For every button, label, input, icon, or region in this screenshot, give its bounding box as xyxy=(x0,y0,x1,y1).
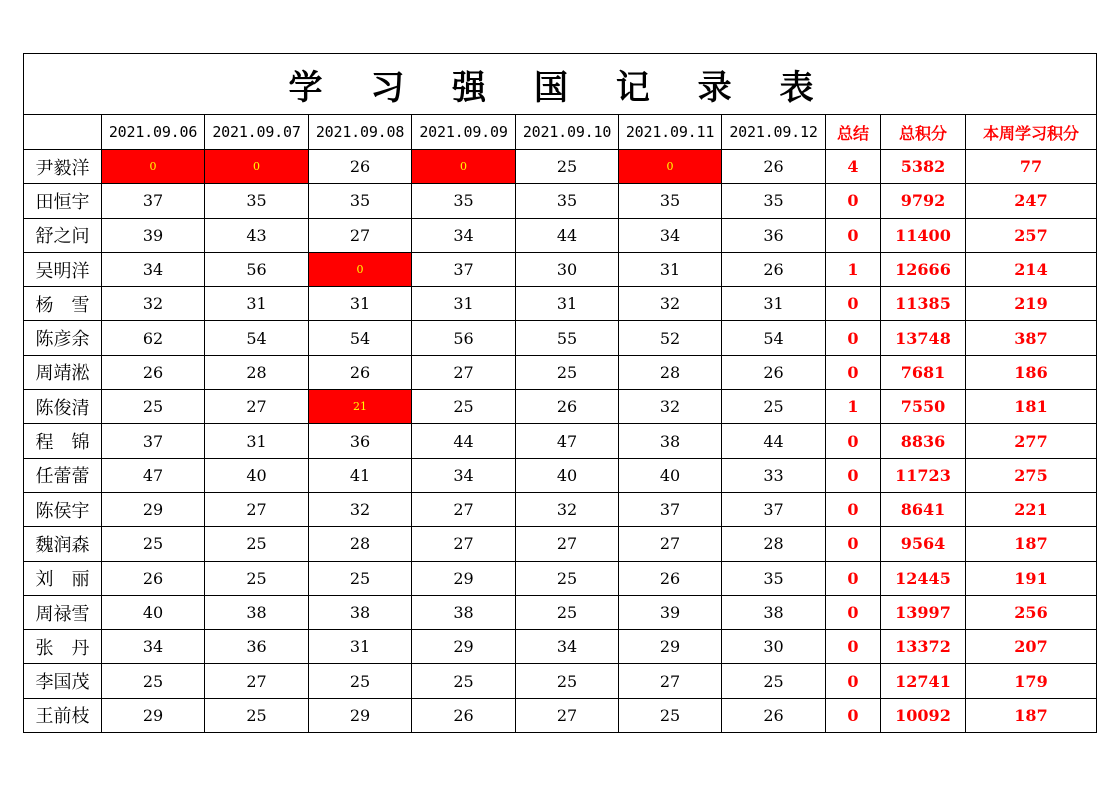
score-cell[interactable]: 25 xyxy=(516,150,619,184)
summary-cell[interactable]: 0 xyxy=(826,218,881,252)
summary-cell[interactable]: 0 xyxy=(826,458,881,492)
student-name[interactable]: 舒之问 xyxy=(24,218,102,252)
table-row xyxy=(24,355,1097,389)
score-cell[interactable]: 35 xyxy=(722,184,826,218)
table-row xyxy=(24,390,1097,424)
score-cell[interactable]: 62 xyxy=(102,321,205,355)
table-row xyxy=(24,595,1097,629)
score-cell[interactable]: 44 xyxy=(516,218,619,252)
score-cell[interactable]: 29 xyxy=(412,561,516,595)
score-cell[interactable]: 27 xyxy=(619,527,722,561)
student-name[interactable]: 周靖淞 xyxy=(24,355,102,389)
student-name[interactable]: 程 锦 xyxy=(24,424,102,458)
score-cell[interactable]: 54 xyxy=(205,321,309,355)
score-cell[interactable]: 38 xyxy=(412,595,516,629)
score-cell[interactable]: 28 xyxy=(619,355,722,389)
table-row xyxy=(24,630,1097,664)
score-cell[interactable]: 47 xyxy=(516,424,619,458)
score-cell[interactable]: 56 xyxy=(412,321,516,355)
score-cell[interactable]: 25 xyxy=(516,664,619,698)
student-name[interactable]: 李国茂 xyxy=(24,664,102,698)
score-cell[interactable]: 31 xyxy=(309,630,412,664)
table-row xyxy=(24,698,1097,732)
score-cell[interactable]: 29 xyxy=(619,630,722,664)
student-name[interactable]: 魏润森 xyxy=(24,527,102,561)
score-cell[interactable]: 37 xyxy=(412,252,516,286)
record-rows xyxy=(24,150,1097,733)
summary-cell[interactable]: 0 xyxy=(826,664,881,698)
score-cell[interactable]: 32 xyxy=(619,287,722,321)
weekly-score-cell[interactable]: 186 xyxy=(966,355,1097,389)
record-table xyxy=(23,53,1097,733)
score-cell[interactable]: 30 xyxy=(516,252,619,286)
score-cell[interactable]: 35 xyxy=(412,184,516,218)
total-score-cell[interactable]: 7550 xyxy=(881,390,966,424)
weekly-score-cell[interactable]: 257 xyxy=(966,218,1097,252)
score-cell[interactable]: 27 xyxy=(309,218,412,252)
total-score-cell[interactable]: 8836 xyxy=(881,424,966,458)
summary-cell[interactable]: 1 xyxy=(826,252,881,286)
score-cell[interactable]: 25 xyxy=(205,527,309,561)
total-score-cell[interactable]: 10092 xyxy=(881,698,966,732)
table-row xyxy=(24,321,1097,355)
score-cell[interactable]: 34 xyxy=(412,458,516,492)
score-cell[interactable]: 29 xyxy=(309,698,412,732)
header-date-5: 2021.09.10 xyxy=(516,115,619,150)
student-name[interactable]: 尹毅洋 xyxy=(24,150,102,184)
score-cell[interactable]: 37 xyxy=(619,492,722,526)
weekly-score-cell[interactable]: 214 xyxy=(966,252,1097,286)
score-cell[interactable]: 35 xyxy=(619,184,722,218)
score-cell[interactable]: 25 xyxy=(516,355,619,389)
table-row xyxy=(24,424,1097,458)
score-cell[interactable]: 30 xyxy=(722,630,826,664)
total-score-cell[interactable]: 12666 xyxy=(881,252,966,286)
score-cell[interactable]: 25 xyxy=(412,664,516,698)
score-cell[interactable]: 26 xyxy=(516,390,619,424)
score-cell[interactable]: 41 xyxy=(309,458,412,492)
summary-cell[interactable]: 0 xyxy=(826,321,881,355)
student-name[interactable]: 周禄雪 xyxy=(24,595,102,629)
score-cell[interactable]: 31 xyxy=(619,252,722,286)
score-cell[interactable]: 26 xyxy=(309,150,412,184)
score-cell[interactable]: 27 xyxy=(412,355,516,389)
score-cell[interactable]: 27 xyxy=(205,492,309,526)
score-cell[interactable]: 54 xyxy=(722,321,826,355)
weekly-score-cell[interactable]: 247 xyxy=(966,184,1097,218)
header-row xyxy=(24,115,1097,150)
score-cell[interactable]: 27 xyxy=(619,664,722,698)
student-name[interactable]: 田恒宇 xyxy=(24,184,102,218)
header-name xyxy=(24,115,102,150)
score-cell[interactable]: 31 xyxy=(722,287,826,321)
total-score-cell[interactable]: 11400 xyxy=(881,218,966,252)
total-score-cell[interactable]: 5382 xyxy=(881,150,966,184)
score-cell[interactable]: 34 xyxy=(412,218,516,252)
score-cell[interactable]: 33 xyxy=(722,458,826,492)
header-date-3: 2021.09.08 xyxy=(309,115,412,150)
score-cell[interactable]: 35 xyxy=(205,184,309,218)
weekly-score-cell[interactable]: 187 xyxy=(966,527,1097,561)
score-cell[interactable]: 31 xyxy=(309,287,412,321)
table-row xyxy=(24,492,1097,526)
score-cell[interactable]: 37 xyxy=(102,184,205,218)
score-cell[interactable]: 29 xyxy=(412,630,516,664)
sheet-title: 学 习 强 国 记 录 表 xyxy=(24,54,1097,115)
score-cell[interactable]: 25 xyxy=(205,561,309,595)
score-cell[interactable]: 27 xyxy=(516,698,619,732)
total-score-cell[interactable]: 11385 xyxy=(881,287,966,321)
score-cell[interactable]: 36 xyxy=(309,424,412,458)
score-cell[interactable]: 37 xyxy=(102,424,205,458)
student-name[interactable]: 王前枝 xyxy=(24,698,102,732)
score-cell[interactable]: 28 xyxy=(205,355,309,389)
header-total: 总积分 xyxy=(881,115,966,150)
weekly-score-cell[interactable]: 77 xyxy=(966,150,1097,184)
weekly-score-cell[interactable]: 187 xyxy=(966,698,1097,732)
score-cell[interactable]: 54 xyxy=(309,321,412,355)
score-cell[interactable]: 28 xyxy=(309,527,412,561)
summary-cell[interactable]: 1 xyxy=(826,390,881,424)
score-cell[interactable]: 34 xyxy=(516,630,619,664)
summary-cell[interactable]: 0 xyxy=(826,527,881,561)
score-cell[interactable]: 25 xyxy=(102,664,205,698)
score-cell[interactable]: 0 xyxy=(412,150,516,184)
score-cell[interactable]: 37 xyxy=(722,492,826,526)
score-cell[interactable]: 26 xyxy=(619,561,722,595)
score-cell[interactable]: 25 xyxy=(205,698,309,732)
score-cell[interactable]: 56 xyxy=(205,252,309,286)
score-cell[interactable]: 28 xyxy=(722,527,826,561)
score-cell[interactable]: 39 xyxy=(102,218,205,252)
summary-cell[interactable]: 0 xyxy=(826,698,881,732)
score-cell[interactable]: 25 xyxy=(309,664,412,698)
score-cell[interactable]: 35 xyxy=(516,184,619,218)
score-cell[interactable]: 27 xyxy=(205,390,309,424)
total-score-cell[interactable]: 9792 xyxy=(881,184,966,218)
score-cell[interactable]: 32 xyxy=(516,492,619,526)
weekly-score-cell[interactable]: 191 xyxy=(966,561,1097,595)
table-row xyxy=(24,527,1097,561)
total-score-cell[interactable]: 12445 xyxy=(881,561,966,595)
score-cell[interactable]: 31 xyxy=(412,287,516,321)
score-cell[interactable]: 32 xyxy=(102,287,205,321)
score-cell[interactable]: 44 xyxy=(412,424,516,458)
score-cell[interactable]: 55 xyxy=(516,321,619,355)
score-cell[interactable]: 25 xyxy=(516,561,619,595)
header-date-7: 2021.09.12 xyxy=(722,115,826,150)
score-cell[interactable]: 31 xyxy=(516,287,619,321)
student-name[interactable]: 张 丹 xyxy=(24,630,102,664)
table-row xyxy=(24,150,1097,184)
table-row xyxy=(24,184,1097,218)
score-cell[interactable]: 26 xyxy=(102,355,205,389)
score-cell[interactable]: 40 xyxy=(516,458,619,492)
score-cell[interactable]: 0 xyxy=(205,150,309,184)
total-score-cell[interactable]: 11723 xyxy=(881,458,966,492)
score-cell[interactable]: 25 xyxy=(516,595,619,629)
score-cell[interactable]: 35 xyxy=(309,184,412,218)
score-cell[interactable]: 0 xyxy=(102,150,205,184)
total-score-cell[interactable]: 13372 xyxy=(881,630,966,664)
table-row xyxy=(24,561,1097,595)
header-weekly: 本周学习积分 xyxy=(966,115,1097,150)
student-name[interactable]: 陈侯宇 xyxy=(24,492,102,526)
summary-cell[interactable]: 0 xyxy=(826,595,881,629)
score-cell[interactable]: 27 xyxy=(205,664,309,698)
score-cell[interactable]: 25 xyxy=(722,664,826,698)
score-cell[interactable]: 27 xyxy=(412,492,516,526)
table-row xyxy=(24,458,1097,492)
score-cell[interactable]: 32 xyxy=(619,390,722,424)
weekly-score-cell[interactable]: 277 xyxy=(966,424,1097,458)
header-date-1: 2021.09.06 xyxy=(102,115,205,150)
summary-cell[interactable]: 0 xyxy=(826,630,881,664)
header-summary: 总结 xyxy=(826,115,881,150)
summary-cell[interactable]: 0 xyxy=(826,355,881,389)
header-date-6: 2021.09.11 xyxy=(619,115,722,150)
score-cell[interactable]: 26 xyxy=(102,561,205,595)
summary-cell[interactable]: 0 xyxy=(826,184,881,218)
total-score-cell[interactable]: 9564 xyxy=(881,527,966,561)
weekly-score-cell[interactable]: 219 xyxy=(966,287,1097,321)
score-cell[interactable]: 43 xyxy=(205,218,309,252)
summary-cell[interactable]: 0 xyxy=(826,424,881,458)
score-cell[interactable]: 21 xyxy=(309,390,412,424)
student-name[interactable]: 陈彦余 xyxy=(24,321,102,355)
score-cell[interactable]: 26 xyxy=(722,150,826,184)
score-cell[interactable]: 34 xyxy=(102,630,205,664)
score-cell[interactable]: 25 xyxy=(102,527,205,561)
table-row xyxy=(24,218,1097,252)
score-cell[interactable]: 25 xyxy=(102,390,205,424)
score-cell[interactable]: 38 xyxy=(205,595,309,629)
score-cell[interactable]: 0 xyxy=(619,150,722,184)
score-cell[interactable]: 40 xyxy=(619,458,722,492)
summary-cell[interactable]: 0 xyxy=(826,492,881,526)
score-cell[interactable]: 44 xyxy=(722,424,826,458)
title-row xyxy=(24,54,1097,115)
summary-cell[interactable]: 0 xyxy=(826,287,881,321)
score-cell[interactable]: 47 xyxy=(102,458,205,492)
score-cell[interactable]: 27 xyxy=(412,527,516,561)
total-score-cell[interactable]: 12741 xyxy=(881,664,966,698)
student-name[interactable]: 刘 丽 xyxy=(24,561,102,595)
score-cell[interactable]: 36 xyxy=(205,630,309,664)
weekly-score-cell[interactable]: 181 xyxy=(966,390,1097,424)
student-name[interactable]: 任蕾蕾 xyxy=(24,458,102,492)
summary-cell[interactable]: 0 xyxy=(826,561,881,595)
score-cell[interactable]: 29 xyxy=(102,698,205,732)
score-cell[interactable]: 25 xyxy=(722,390,826,424)
score-cell[interactable]: 35 xyxy=(722,561,826,595)
score-cell[interactable]: 40 xyxy=(102,595,205,629)
score-cell[interactable]: 38 xyxy=(309,595,412,629)
total-score-cell[interactable]: 7681 xyxy=(881,355,966,389)
score-cell[interactable]: 32 xyxy=(309,492,412,526)
score-cell[interactable]: 40 xyxy=(205,458,309,492)
score-cell[interactable]: 34 xyxy=(102,252,205,286)
header-date-4: 2021.09.09 xyxy=(412,115,516,150)
score-cell[interactable]: 29 xyxy=(102,492,205,526)
score-cell[interactable]: 39 xyxy=(619,595,722,629)
score-cell[interactable]: 38 xyxy=(619,424,722,458)
score-cell[interactable]: 34 xyxy=(619,218,722,252)
total-score-cell[interactable]: 13997 xyxy=(881,595,966,629)
score-cell[interactable]: 26 xyxy=(722,698,826,732)
table-row xyxy=(24,252,1097,286)
score-cell[interactable]: 26 xyxy=(412,698,516,732)
score-cell[interactable]: 26 xyxy=(722,355,826,389)
score-cell[interactable]: 52 xyxy=(619,321,722,355)
header-date-2: 2021.09.07 xyxy=(205,115,309,150)
weekly-score-cell[interactable]: 275 xyxy=(966,458,1097,492)
score-cell[interactable]: 38 xyxy=(722,595,826,629)
score-cell[interactable]: 25 xyxy=(309,561,412,595)
table-row xyxy=(24,287,1097,321)
score-cell[interactable]: 31 xyxy=(205,287,309,321)
summary-cell[interactable]: 4 xyxy=(826,150,881,184)
weekly-score-cell[interactable]: 221 xyxy=(966,492,1097,526)
student-name[interactable]: 吴明洋 xyxy=(24,252,102,286)
score-cell[interactable]: 0 xyxy=(309,252,412,286)
score-cell[interactable]: 27 xyxy=(516,527,619,561)
score-cell[interactable]: 31 xyxy=(205,424,309,458)
score-cell[interactable]: 25 xyxy=(412,390,516,424)
total-score-cell[interactable]: 13748 xyxy=(881,321,966,355)
student-name[interactable]: 陈俊清 xyxy=(24,390,102,424)
table-row xyxy=(24,664,1097,698)
weekly-score-cell[interactable]: 256 xyxy=(966,595,1097,629)
weekly-score-cell[interactable]: 207 xyxy=(966,630,1097,664)
score-cell[interactable]: 25 xyxy=(619,698,722,732)
weekly-score-cell[interactable]: 387 xyxy=(966,321,1097,355)
student-name[interactable]: 杨 雪 xyxy=(24,287,102,321)
total-score-cell[interactable]: 8641 xyxy=(881,492,966,526)
score-cell[interactable]: 26 xyxy=(722,252,826,286)
weekly-score-cell[interactable]: 179 xyxy=(966,664,1097,698)
score-cell[interactable]: 26 xyxy=(309,355,412,389)
score-cell[interactable]: 36 xyxy=(722,218,826,252)
